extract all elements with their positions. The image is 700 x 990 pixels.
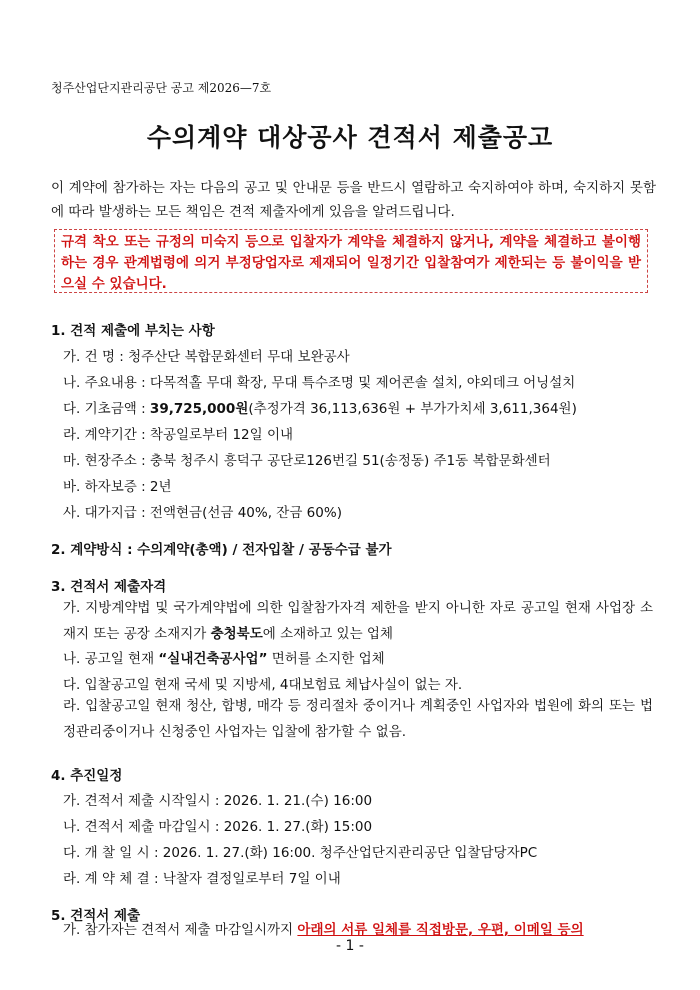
section-3-heading: 3. 견적서 제출자격 xyxy=(51,579,167,595)
s3-item-c: 다. 입찰공고일 현재 국세 및 지방세, 4대보험료 체납사실이 없는 자. xyxy=(63,677,463,693)
s1-item-c xyxy=(63,397,653,417)
section-2-heading: 2. 계약방식 : 수의계약(총액) / 전자입찰 / 공동수급 불가 xyxy=(51,542,392,558)
s5-a-prefix: 가. 참가자는 견적서 제출 마감일시까지 xyxy=(63,922,298,938)
notice-number: 청주산업단지관리공단 공고 제2026—7호 xyxy=(51,81,272,95)
s1-item-g: 사. 대가지급 : 전액현금(선금 40%, 잔금 60%) xyxy=(63,505,342,521)
s3-item-b xyxy=(63,647,653,667)
s3-b-prefix: 나. 공고일 현재 xyxy=(63,651,159,667)
page-number: - 1 - xyxy=(336,938,364,954)
s3-item-d: 라. 입찰공고일 현재 청산, 합병, 매각 등 정리절차 중이거나 계획중인 사업자와 법원에 화의 또는 법정관리중이거나 신청중인 사업자는 입찰에 참가할 수 없음. xyxy=(63,698,653,740)
page-title: 수의계약 대상공사 견적서 제출공고 xyxy=(146,123,554,152)
section-4-heading: 4. 추진일정 xyxy=(51,768,123,784)
s1-item-b: 나. 주요내용 : 다목적홀 무대 확장, 무대 특수조명 및 제어콘솔 설치, 야외데크 어닝설치 xyxy=(63,375,576,391)
section-5-heading: 5. 견적서 제출 xyxy=(51,908,141,924)
s1-c-rest: (추정가격 36,113,636원 + 부가가치세 3,611,364원) xyxy=(248,401,577,417)
section-1-heading: 1. 견적 제출에 부치는 사항 xyxy=(51,323,215,339)
license-bold: “실내건축공사업” xyxy=(158,651,268,667)
intro-paragraph: 이 계약에 참가하는 자는 다음의 공고 및 안내문 등을 반드시 열람하고 숙지하여야 하며, 숙지하지 못함에 따라 발생하는 모든 책임은 견적 제출자에게 있음을 알려드립니다. xyxy=(51,180,656,220)
warning-box: 규격 착오 또는 규정의 미숙지 등으로 입찰자가 계약을 체결하지 않거나, 계약을 체결하고 불이행하는 경우 관계법령에 의거 부정당업자로 제재되어 일정기간 입찰참여가 제한되는 등 불이익을 받으실 수 있습니다. xyxy=(54,229,648,293)
s1-item-a: 가. 건 명 : 청주산단 복합문화센터 무대 보완공사 xyxy=(63,349,350,365)
s1-item-f: 바. 하자보증 : 2년 xyxy=(63,479,172,495)
s4-item-b: 나. 견적서 제출 마감일시 : 2026. 1. 27.(화) 15:00 xyxy=(63,819,373,835)
s5-a-red: 아래의 서류 일체를 직접방문, 우편, 이메일 등의 xyxy=(297,922,584,938)
s4-item-c: 다. 개 찰 일 시 : 2026. 1. 27.(화) 16:00. 청주산업단지관리공단 입찰담당자PC xyxy=(63,845,538,861)
region-bold: 충청북도 xyxy=(210,626,263,642)
s3-item-a xyxy=(63,595,653,647)
s4-item-a: 가. 견적서 제출 시작일시 : 2026. 1. 21.(수) 16:00 xyxy=(63,793,373,809)
s5-item-a xyxy=(63,918,653,938)
s1-c-prefix: 다. 기초금액 : xyxy=(63,401,150,417)
s3-b-suffix: 면허를 소지한 업체 xyxy=(267,651,385,667)
s3-a-prefix: 가. 지방계약법 및 국가계약법에 의한 입찰참가자격 제한을 받지 아니한 자로 공고일 현재 사업장 소재지 또는 공장 소재지가 xyxy=(63,600,653,642)
s4-item-d: 라. 계 약 체 결 : 낙찰자 결정일로부터 7일 이내 xyxy=(63,871,341,887)
base-amount: 39,725,000원 xyxy=(149,401,249,417)
s1-item-e: 마. 현장주소 : 충북 청주시 흥덕구 공단로126번길 51(송정동) 주1동 복합문화센터 xyxy=(63,453,551,469)
s3-a-suffix: 에 소재하고 있는 업체 xyxy=(262,626,393,642)
s1-item-d: 라. 계약기간 : 착공일로부터 12일 이내 xyxy=(63,427,294,443)
